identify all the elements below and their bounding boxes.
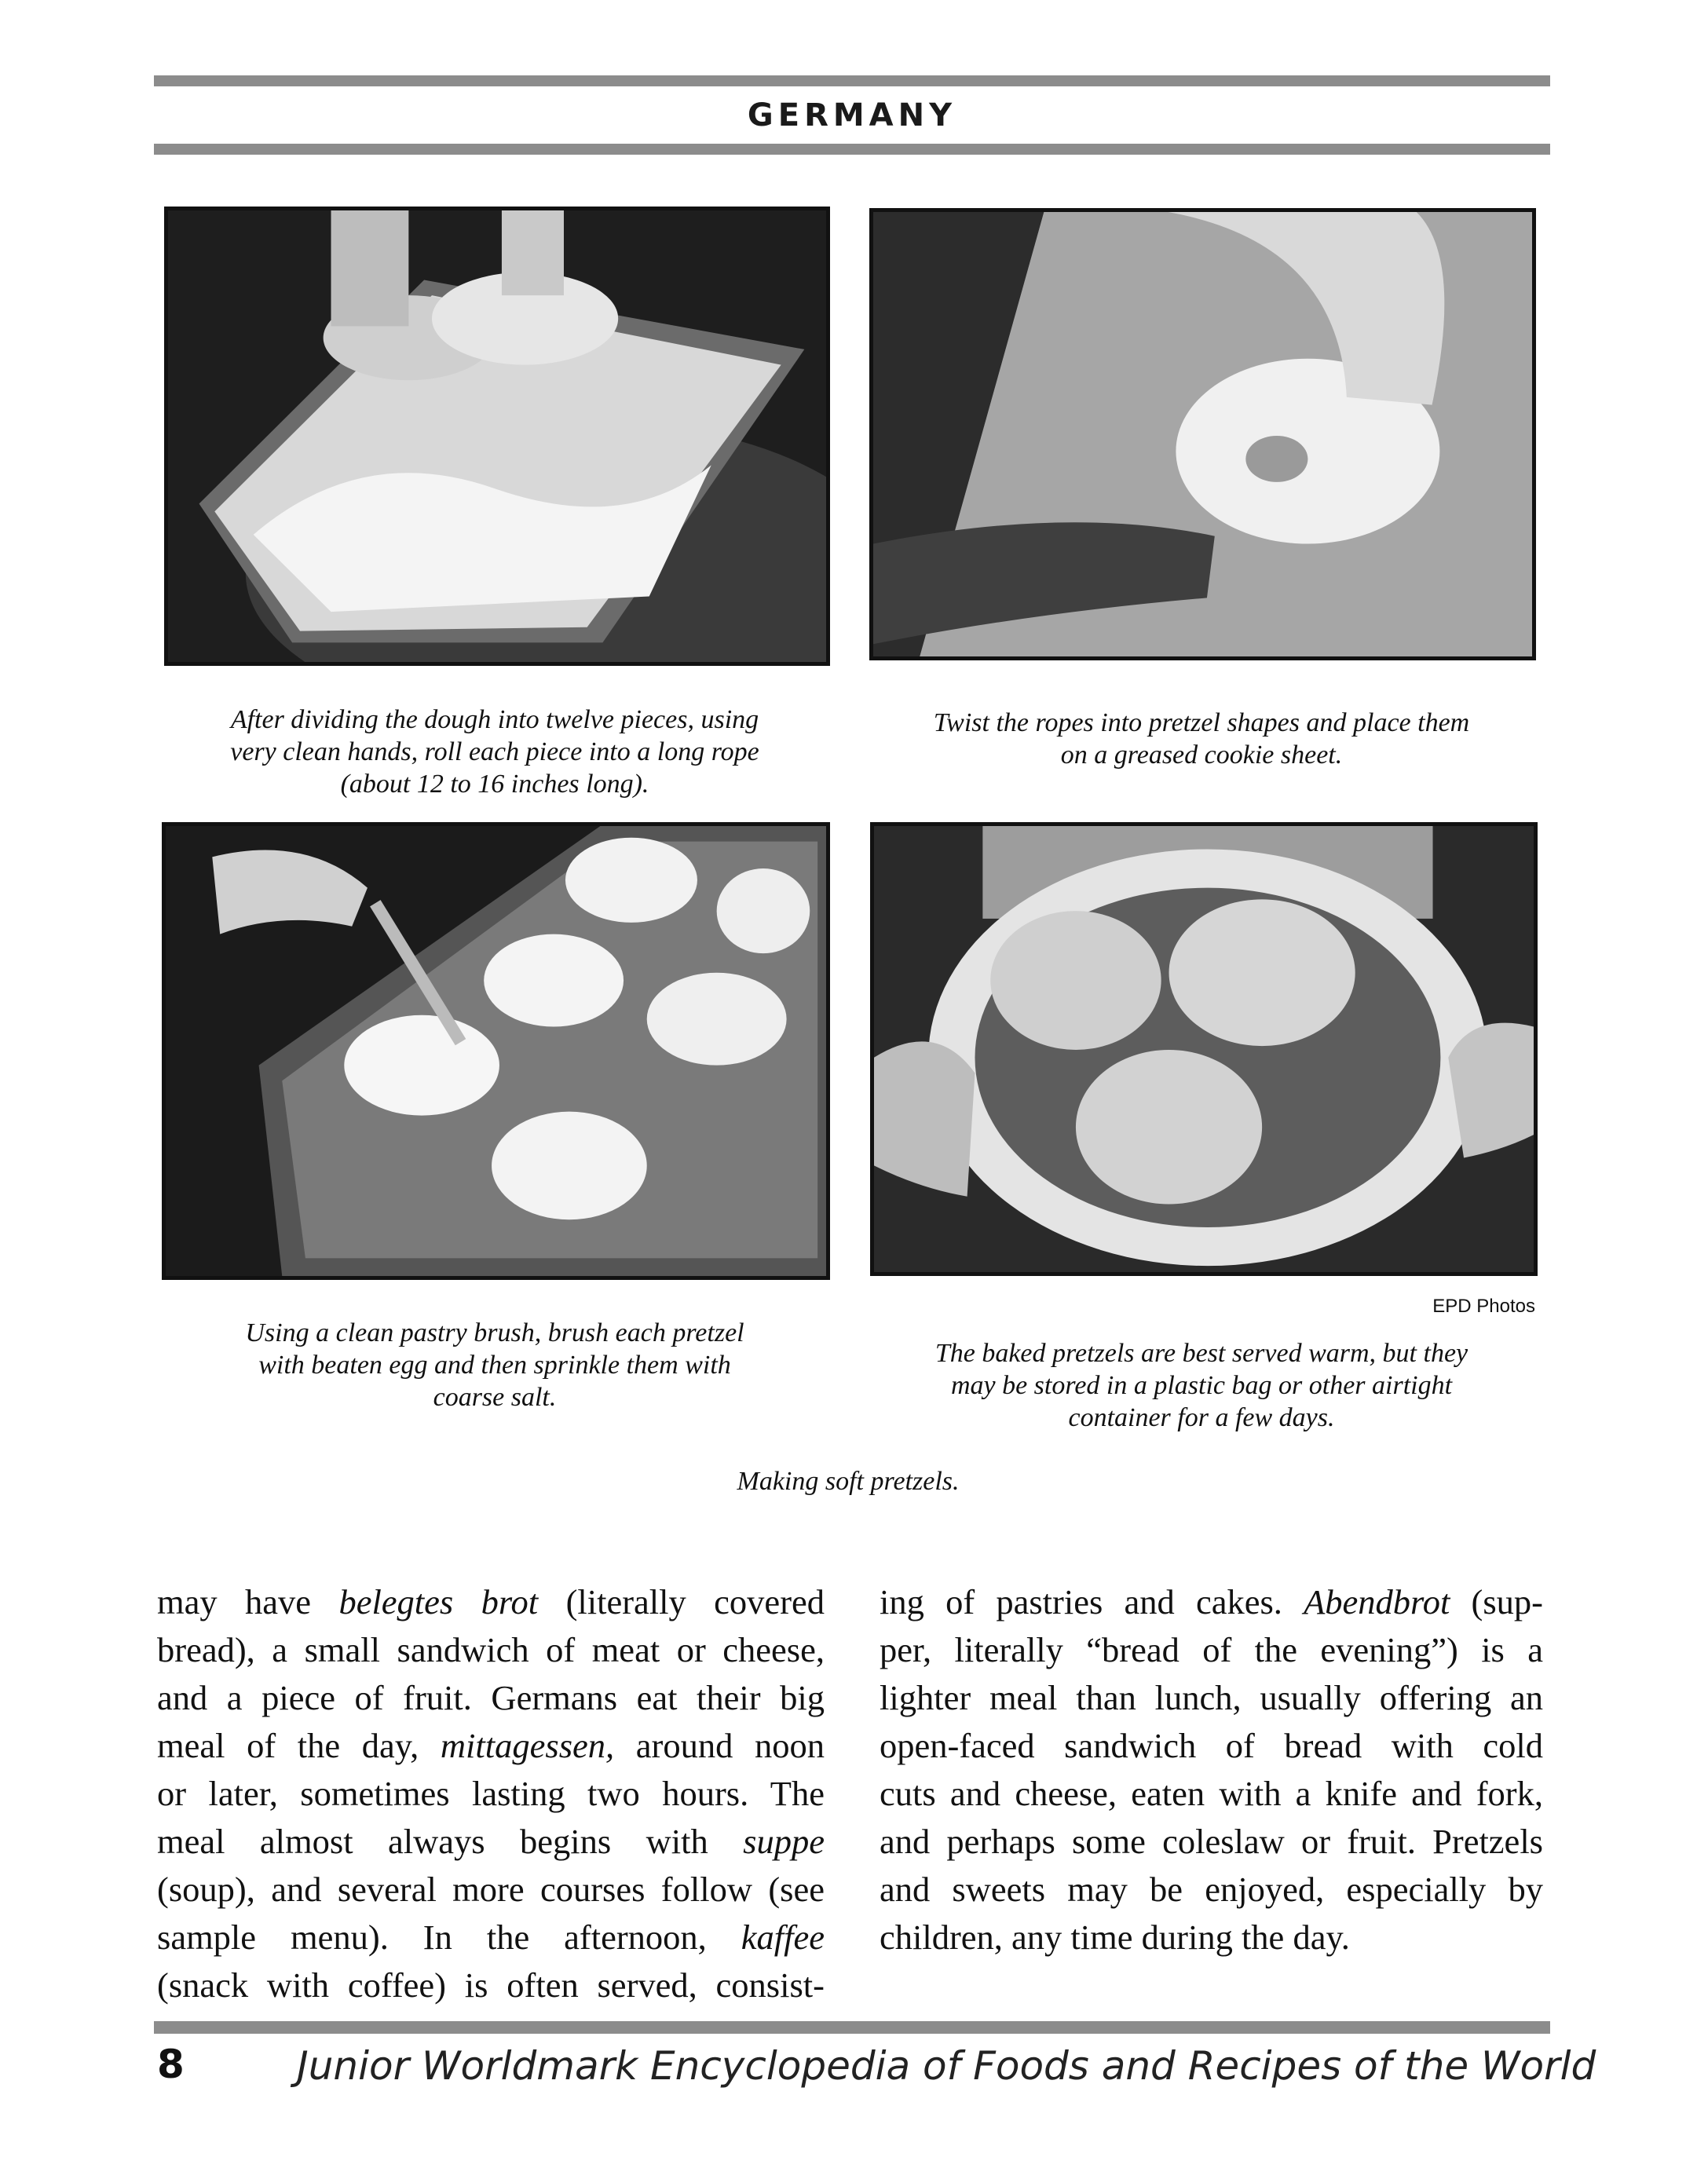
body-line: lighter meal than lunch, usually offering an — [880, 1678, 1543, 1717]
photo-baked-pretzels — [870, 822, 1538, 1276]
caption-line: (about 12 to 16 inches long). — [340, 770, 649, 799]
photo-caption-1 — [181, 704, 809, 800]
body-line: and sweets may be enjoyed, especially by — [880, 1870, 1543, 1909]
caption-line: container for a few days. — [1068, 1403, 1335, 1432]
body-line: meal almost always begins with suppe — [157, 1822, 825, 1861]
photo-brushing-pretzels — [162, 822, 830, 1280]
caption-line: on a greased cookie sheet. — [1060, 740, 1343, 770]
page-number: 8 — [157, 2042, 185, 2087]
body-line: (snack with coffee) is often served, consist- — [157, 1965, 825, 2005]
caption-line: very clean hands, roll each piece into a long rope — [230, 737, 759, 766]
body-line: and perhaps some coleslaw or fruit. Pretzels — [880, 1822, 1543, 1861]
footer-rule — [154, 2021, 1550, 2034]
photo-caption-3 — [181, 1317, 809, 1413]
caption-line: may be stored in a plastic bag or other airtight — [950, 1371, 1453, 1400]
caption-line: After dividing the dough into twelve pieces, using — [230, 705, 759, 734]
body-line: meal of the day, mittagessen, around noon — [157, 1726, 825, 1765]
body-line: (soup), and several more courses follow (see — [157, 1870, 825, 1909]
figure-caption: Making soft pretzels. — [737, 1467, 960, 1496]
body-line: cuts and cheese, eaten with a knife and fork, — [880, 1774, 1543, 1813]
caption-line: Twist the ropes into pretzel shapes and place them — [933, 708, 1470, 737]
photo-credit: EPD Photos — [1432, 1296, 1535, 1317]
top-rule — [154, 75, 1550, 86]
body-line: per, literally “bread of the evening”) is a — [880, 1630, 1543, 1669]
photo-caption-2 — [880, 707, 1523, 771]
body-line: ing of pastries and cakes. Abendbrot (sup- — [880, 1582, 1543, 1621]
body-line: children, any time during the day. — [880, 1918, 1350, 1957]
body-column-right — [880, 1578, 1543, 1961]
body-line: may have belegtes brot (literally covered — [157, 1582, 825, 1621]
body-line: and a piece of fruit. Germans eat their big — [157, 1678, 825, 1717]
body-line: bread), a small sandwich of meat or cheese, — [157, 1630, 825, 1669]
caption-line: coarse salt. — [433, 1383, 557, 1412]
body-line: or later, sometimes lasting two hours. The — [157, 1774, 825, 1813]
running-head: GERMANY — [747, 97, 957, 133]
caption-line: Using a clean pastry brush, brush each pretzel — [245, 1318, 744, 1347]
photo-rolling-dough — [164, 207, 830, 666]
photo-caption-4 — [880, 1337, 1523, 1434]
book-title: Junior Worldmark Encyclopedia of Foods and Recipes of the World — [297, 2043, 1596, 2089]
caption-line: with beaten egg and then sprinkle them with — [258, 1351, 731, 1380]
header-rule — [154, 144, 1550, 155]
caption-line: The baked pretzels are best served warm, but they — [934, 1339, 1468, 1368]
body-line: sample menu). In the afternoon, kaffee — [157, 1918, 825, 1957]
body-column-left — [157, 1578, 825, 2009]
body-line: open-faced sandwich of bread with cold — [880, 1726, 1543, 1765]
photo-twisting-pretzel — [869, 208, 1536, 660]
